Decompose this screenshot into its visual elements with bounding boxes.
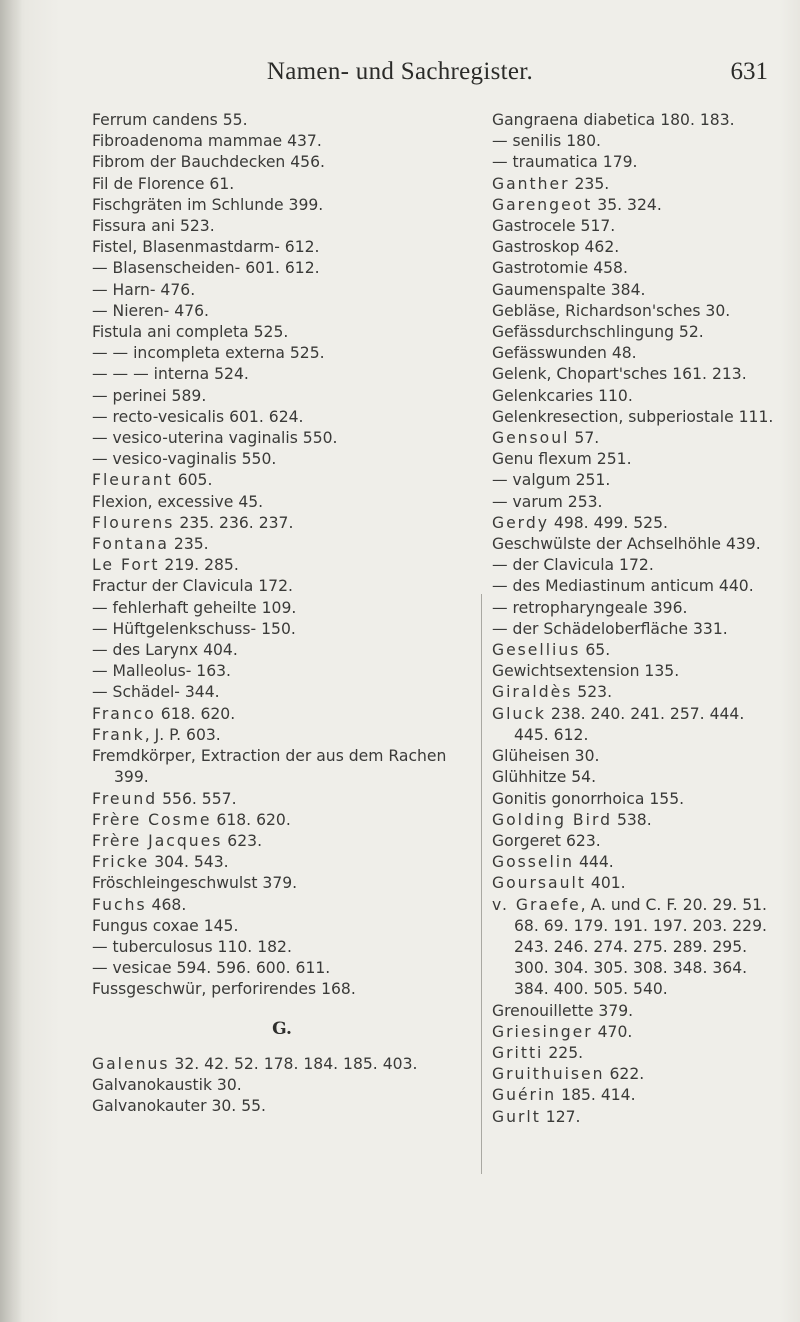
index-entry: — recto-vesicalis 601. 624. (92, 407, 304, 426)
author-name: Griesinger (492, 1022, 593, 1041)
author-name: Freund (92, 789, 158, 808)
index-entry: — valgum 251. (492, 471, 611, 490)
index-entry: — — — interna 524. (92, 365, 249, 384)
index-entry: Fischgräten im Schlunde 399. (92, 195, 324, 214)
index-entry: — Blasenscheiden- 601. 612. (92, 259, 320, 278)
author-name: Galenus (92, 1054, 170, 1073)
right-entries-list (492, 110, 774, 1128)
index-entry: — Harn- 476. (92, 280, 196, 299)
index-entry: v. Graefe, A. und C. F. 20. 29. 51. 68. 69. 179. 191. 197. 203. 229. 243. 246. 274. 275. 289. 295. 300. 304. 305. 308. 348. 364. 384. 400. 505. 540. (492, 895, 768, 999)
index-entry: Goursault 401. (492, 874, 626, 893)
index-entry: Gonitis gonorrhoica 155. (492, 789, 685, 808)
page-title: Namen- und Sachregister. (266, 58, 534, 85)
right-index-column (492, 110, 774, 1128)
page-number: 631 (730, 58, 768, 85)
index-entry: Gewichtsextension 135. (492, 662, 680, 681)
index-entry: — fehlerhaft geheilte 109. (92, 598, 297, 617)
index-entry: Fibroadenoma mammae 437. (92, 132, 322, 151)
author-name: Fontana (92, 535, 169, 554)
index-entry: Gebläse, Richardson'sches 30. (492, 301, 731, 320)
index-entry: Fractur der Clavicula 172. (92, 577, 293, 596)
author-name: Franco (92, 704, 156, 723)
author-name: Gensoul (492, 429, 570, 448)
author-name: Frank (92, 725, 145, 744)
index-entry: Gastrocele 517. (492, 217, 616, 236)
index-entry: Fremdkörper, Extraction der aus dem Rachen 399. (92, 747, 447, 787)
index-entry: — varum 253. (492, 492, 603, 511)
index-entry: — vesico-vaginalis 550. (92, 450, 277, 469)
index-entry: Galvanokauter 30. 55. (92, 1097, 267, 1116)
index-entry: Freund 556. 557. (92, 789, 237, 808)
index-entry: — senilis 180. (492, 132, 601, 151)
index-entry: — Hüftgelenkschuss- 150. (92, 619, 296, 638)
index-entry: — Malleolus- 163. (92, 662, 232, 681)
index-entry: Fissura ani 523. (92, 217, 215, 236)
index-entry: Fuchs 468. (92, 895, 187, 914)
author-name: Guérin (492, 1086, 557, 1105)
index-entry: — — incompleta externa 525. (92, 344, 325, 363)
index-entry: Garengeot 35. 324. (492, 195, 662, 214)
index-entry: Gluck 238. 240. 241. 257. 444. 445. 612. (492, 704, 745, 744)
index-entry: — traumatica 179. (492, 153, 638, 172)
index-entry: — Schädel- 344. (92, 683, 220, 702)
index-entry: Flourens 235. 236. 237. (92, 513, 294, 532)
author-name: Gluck (492, 704, 546, 723)
index-entry: Franco 618. 620. (92, 704, 236, 723)
index-entry: Galvanokaustik 30. (92, 1075, 242, 1094)
index-entry: — des Larynx 404. (92, 641, 238, 660)
left-entries-list (92, 110, 472, 1001)
index-entry: Gesellius 65. (492, 641, 611, 660)
index-entry: Frank, J. P. 603. (92, 725, 221, 744)
index-entry: Gaumenspalte 384. (492, 280, 646, 299)
author-name: Gosselin (492, 853, 575, 872)
index-entry: Galenus 32. 42. 52. 178. 184. 185. 403. (92, 1054, 418, 1073)
author-name: Golding Bird (492, 810, 612, 829)
index-entry: Gangraena diabetica 180. 183. (492, 111, 735, 129)
index-entry: Guérin 185. 414. (492, 1086, 636, 1105)
index-entry: Fistel, Blasenmastdarm- 612. (92, 238, 320, 257)
index-entry: Fussgeschwür, perforirendes 168. (92, 980, 356, 999)
index-entry: — vesico-uterina vaginalis 550. (92, 429, 338, 448)
author-name: Gritti (492, 1043, 544, 1062)
index-entry: Frère Jacques 623. (92, 831, 263, 850)
index-entry: Flexion, excessive 45. (92, 492, 264, 511)
author-name: Flourens (92, 513, 175, 532)
index-entry: Golding Bird 538. (492, 810, 652, 829)
author-name: Gurlt (492, 1107, 541, 1126)
author-name: Ganther (492, 174, 570, 193)
index-entry: Gorgeret 623. (492, 831, 601, 850)
author-name: Gesellius (492, 641, 581, 660)
index-entry: Gritti 225. (492, 1043, 584, 1062)
index-entry: Gelenkcaries 110. (492, 386, 633, 405)
author-name: v. Graefe (492, 895, 581, 914)
index-entry: Fungus coxae 145. (92, 916, 239, 935)
index-entry: Genu flexum 251. (492, 450, 632, 469)
author-name: Frère Cosme (92, 810, 212, 829)
index-entry: Gensoul 57. (492, 429, 600, 448)
index-entry: — vesicae 594. 596. 600. 611. (92, 959, 331, 978)
index-entry: Gelenkresection, subperiostale 111. (492, 407, 774, 426)
index-entry: Frère Cosme 618. 620. (92, 810, 291, 829)
index-entry: Fricke 304. 543. (92, 853, 229, 872)
index-entry: — des Mediastinum anticum 440. (492, 577, 754, 596)
page-header (0, 58, 800, 98)
index-entry: Geschwülste der Achselhöhle 439. (492, 535, 761, 554)
page-binding-shadow (0, 0, 22, 1322)
index-entry: — perinei 589. (92, 386, 207, 405)
author-name: Fricke (92, 853, 150, 872)
index-entry: Gefässdurchschlingung 52. (492, 323, 704, 342)
index-entry: Grenouillette 379. (492, 1001, 634, 1020)
index-entry: Gruithuisen 622. (492, 1065, 645, 1084)
index-entry: Fontana 235. (92, 535, 209, 554)
index-entry: Fil de Florence 61. (92, 174, 235, 193)
author-name: Fleurant (92, 471, 173, 490)
author-name: Goursault (492, 874, 586, 893)
author-name: Gerdy (492, 513, 549, 532)
index-entry: Fibrom der Bauchdecken 456. (92, 153, 325, 172)
author-name: Fuchs (92, 895, 147, 914)
index-entry: Fröschleingeschwulst 379. (92, 874, 298, 893)
index-entry: Giraldès 523. (492, 683, 613, 702)
index-entry: Fistula ani completa 525. (92, 323, 289, 342)
section-letter-g: G. (272, 1018, 292, 1039)
author-name: Le Fort (92, 556, 160, 575)
index-entry: — tuberculosus 110. 182. (92, 937, 292, 956)
index-entry: Fleurant 605. (92, 471, 213, 490)
index-entry: Ganther 235. (492, 174, 610, 193)
index-entry: Gastrotomie 458. (492, 259, 628, 278)
index-entry: — Nieren- 476. (92, 301, 209, 320)
left-g-entries-list (92, 1054, 472, 1118)
author-name: Gruithuisen (492, 1065, 605, 1084)
author-name: Giraldès (492, 683, 573, 702)
index-entry: Griesinger 470. (492, 1022, 633, 1041)
column-divider (481, 594, 482, 1174)
index-entry: Gosselin 444. (492, 853, 614, 872)
index-entry: Gerdy 498. 499. 525. (492, 513, 668, 532)
index-entry: Gefässwunden 48. (492, 344, 637, 363)
index-entry: Glühhitze 54. (492, 768, 597, 787)
left-index-column (92, 110, 472, 1117)
index-entry: Gelenk, Chopart'sches 161. 213. (492, 365, 747, 384)
author-name: Garengeot (492, 195, 593, 214)
index-entry: Gastroskop 462. (492, 238, 620, 257)
index-entry: Glüheisen 30. (492, 747, 600, 766)
index-entry: — der Clavicula 172. (492, 556, 654, 575)
index-entry: — der Schädeloberfläche 331. (492, 619, 728, 638)
index-entry: — retropharyngeale 396. (492, 598, 688, 617)
index-entry: Le Fort 219. 285. (92, 556, 239, 575)
index-entry: Gurlt 127. (492, 1107, 581, 1126)
author-name: Frère Jacques (92, 831, 223, 850)
index-entry: Ferrum candens 55. (92, 111, 248, 129)
